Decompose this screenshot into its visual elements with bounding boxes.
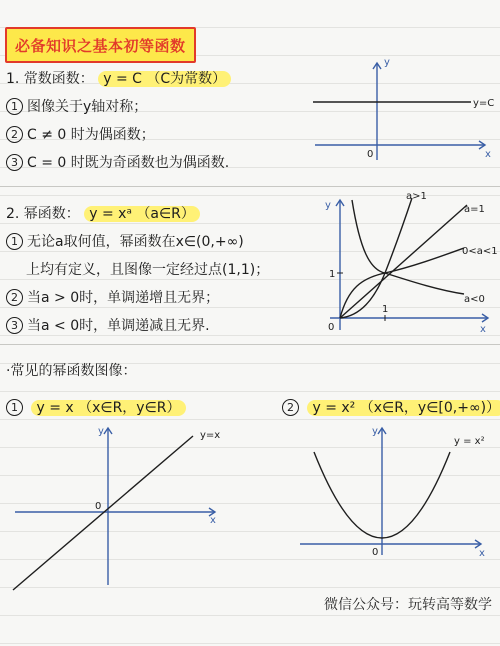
tick-x-label: 1 (382, 304, 389, 315)
x-label: x (479, 548, 485, 559)
power-item-1-cont (26, 259, 269, 279)
graph2-caption (282, 397, 500, 417)
label-0-lt-a-lt-1: 0<a<1 (462, 246, 498, 257)
x-label: x (480, 324, 486, 335)
item-text: 无论a取何值，幂函数在x∈(0,+∞) (27, 234, 244, 250)
curve-label: y=C (473, 98, 495, 109)
title-badge (5, 27, 196, 63)
constant-item-2 (6, 124, 155, 144)
item-number: 1 (6, 399, 23, 416)
item-number: 2 (282, 399, 299, 416)
divider (0, 344, 500, 345)
x-label: x (485, 149, 491, 160)
item-number: 2 (6, 126, 23, 143)
curve-label: y = x² (454, 436, 485, 447)
item-number: 3 (6, 154, 23, 171)
item-text: 图像关于y轴对称； (27, 99, 148, 115)
item-number: 3 (6, 317, 23, 334)
origin-label: 0 (372, 547, 379, 558)
power-item-2 (6, 287, 219, 307)
label-a-lt-0: a<0 (464, 294, 485, 305)
y-label: y (372, 426, 378, 437)
constant-heading-line (6, 68, 231, 88)
item-text: C ≠ 0 时为偶函数； (27, 127, 155, 143)
common-heading: ·常见的幂函数图像： (6, 363, 137, 379)
origin-label: 0 (367, 149, 374, 160)
item-number: 2 (6, 289, 23, 306)
quadratic-graph (296, 420, 496, 560)
power-item-1 (6, 231, 244, 251)
y-label: y (384, 57, 390, 68)
origin-label: 0 (328, 322, 335, 333)
origin-label: 0 (95, 501, 102, 512)
power-item-3 (6, 315, 210, 335)
watermark: 微信公众号：玩转高等数学 (324, 597, 492, 613)
power-heading-line (6, 203, 200, 223)
label-a-eq-1: a=1 (464, 204, 485, 215)
divider (0, 186, 500, 187)
curve-label: y=x (200, 430, 221, 441)
item-text: 上均有定义，且图像一定经过点(1,1)； (26, 262, 270, 278)
label-a-gt-1: a>1 (406, 191, 427, 202)
power-graph (312, 190, 498, 338)
tick-y-label: 1 (329, 269, 336, 280)
constant-heading: 1. 常数函数： (6, 71, 94, 87)
page-title: 必备知识之基本初等函数 (15, 36, 186, 55)
curve-a-lt-0 (352, 200, 464, 294)
curve-a-gt-1 (340, 198, 412, 318)
item-text: 当a > 0时，单调递增且无界； (27, 290, 220, 306)
y-label: y (325, 200, 331, 211)
constant-graph (305, 55, 495, 165)
power-heading: 2. 幂函数： (6, 206, 80, 222)
constant-formula: y = C （C为常数） (98, 71, 231, 87)
y-label: y (98, 426, 104, 437)
graph1-formula: y = x （x∈R，y∈R） (31, 400, 185, 416)
line-y-eq-x (13, 436, 193, 590)
item-text: C = 0 时既为奇函数也为偶函数. (27, 155, 230, 171)
constant-item-1 (6, 96, 147, 116)
x-label: x (210, 515, 216, 526)
graph1-caption (6, 397, 186, 417)
item-text: 当a < 0时，单调递减且无界. (27, 318, 210, 334)
curve-0-lt-a-lt-1 (340, 248, 464, 318)
graph2-formula: y = x² （x∈R，y∈[0,+∞)） (307, 400, 500, 416)
power-formula: y = xᵃ （a∈R） (84, 206, 200, 222)
item-number: 1 (6, 233, 23, 250)
constant-item-3 (6, 152, 229, 172)
linear-graph (5, 420, 235, 590)
item-number: 1 (6, 98, 23, 115)
